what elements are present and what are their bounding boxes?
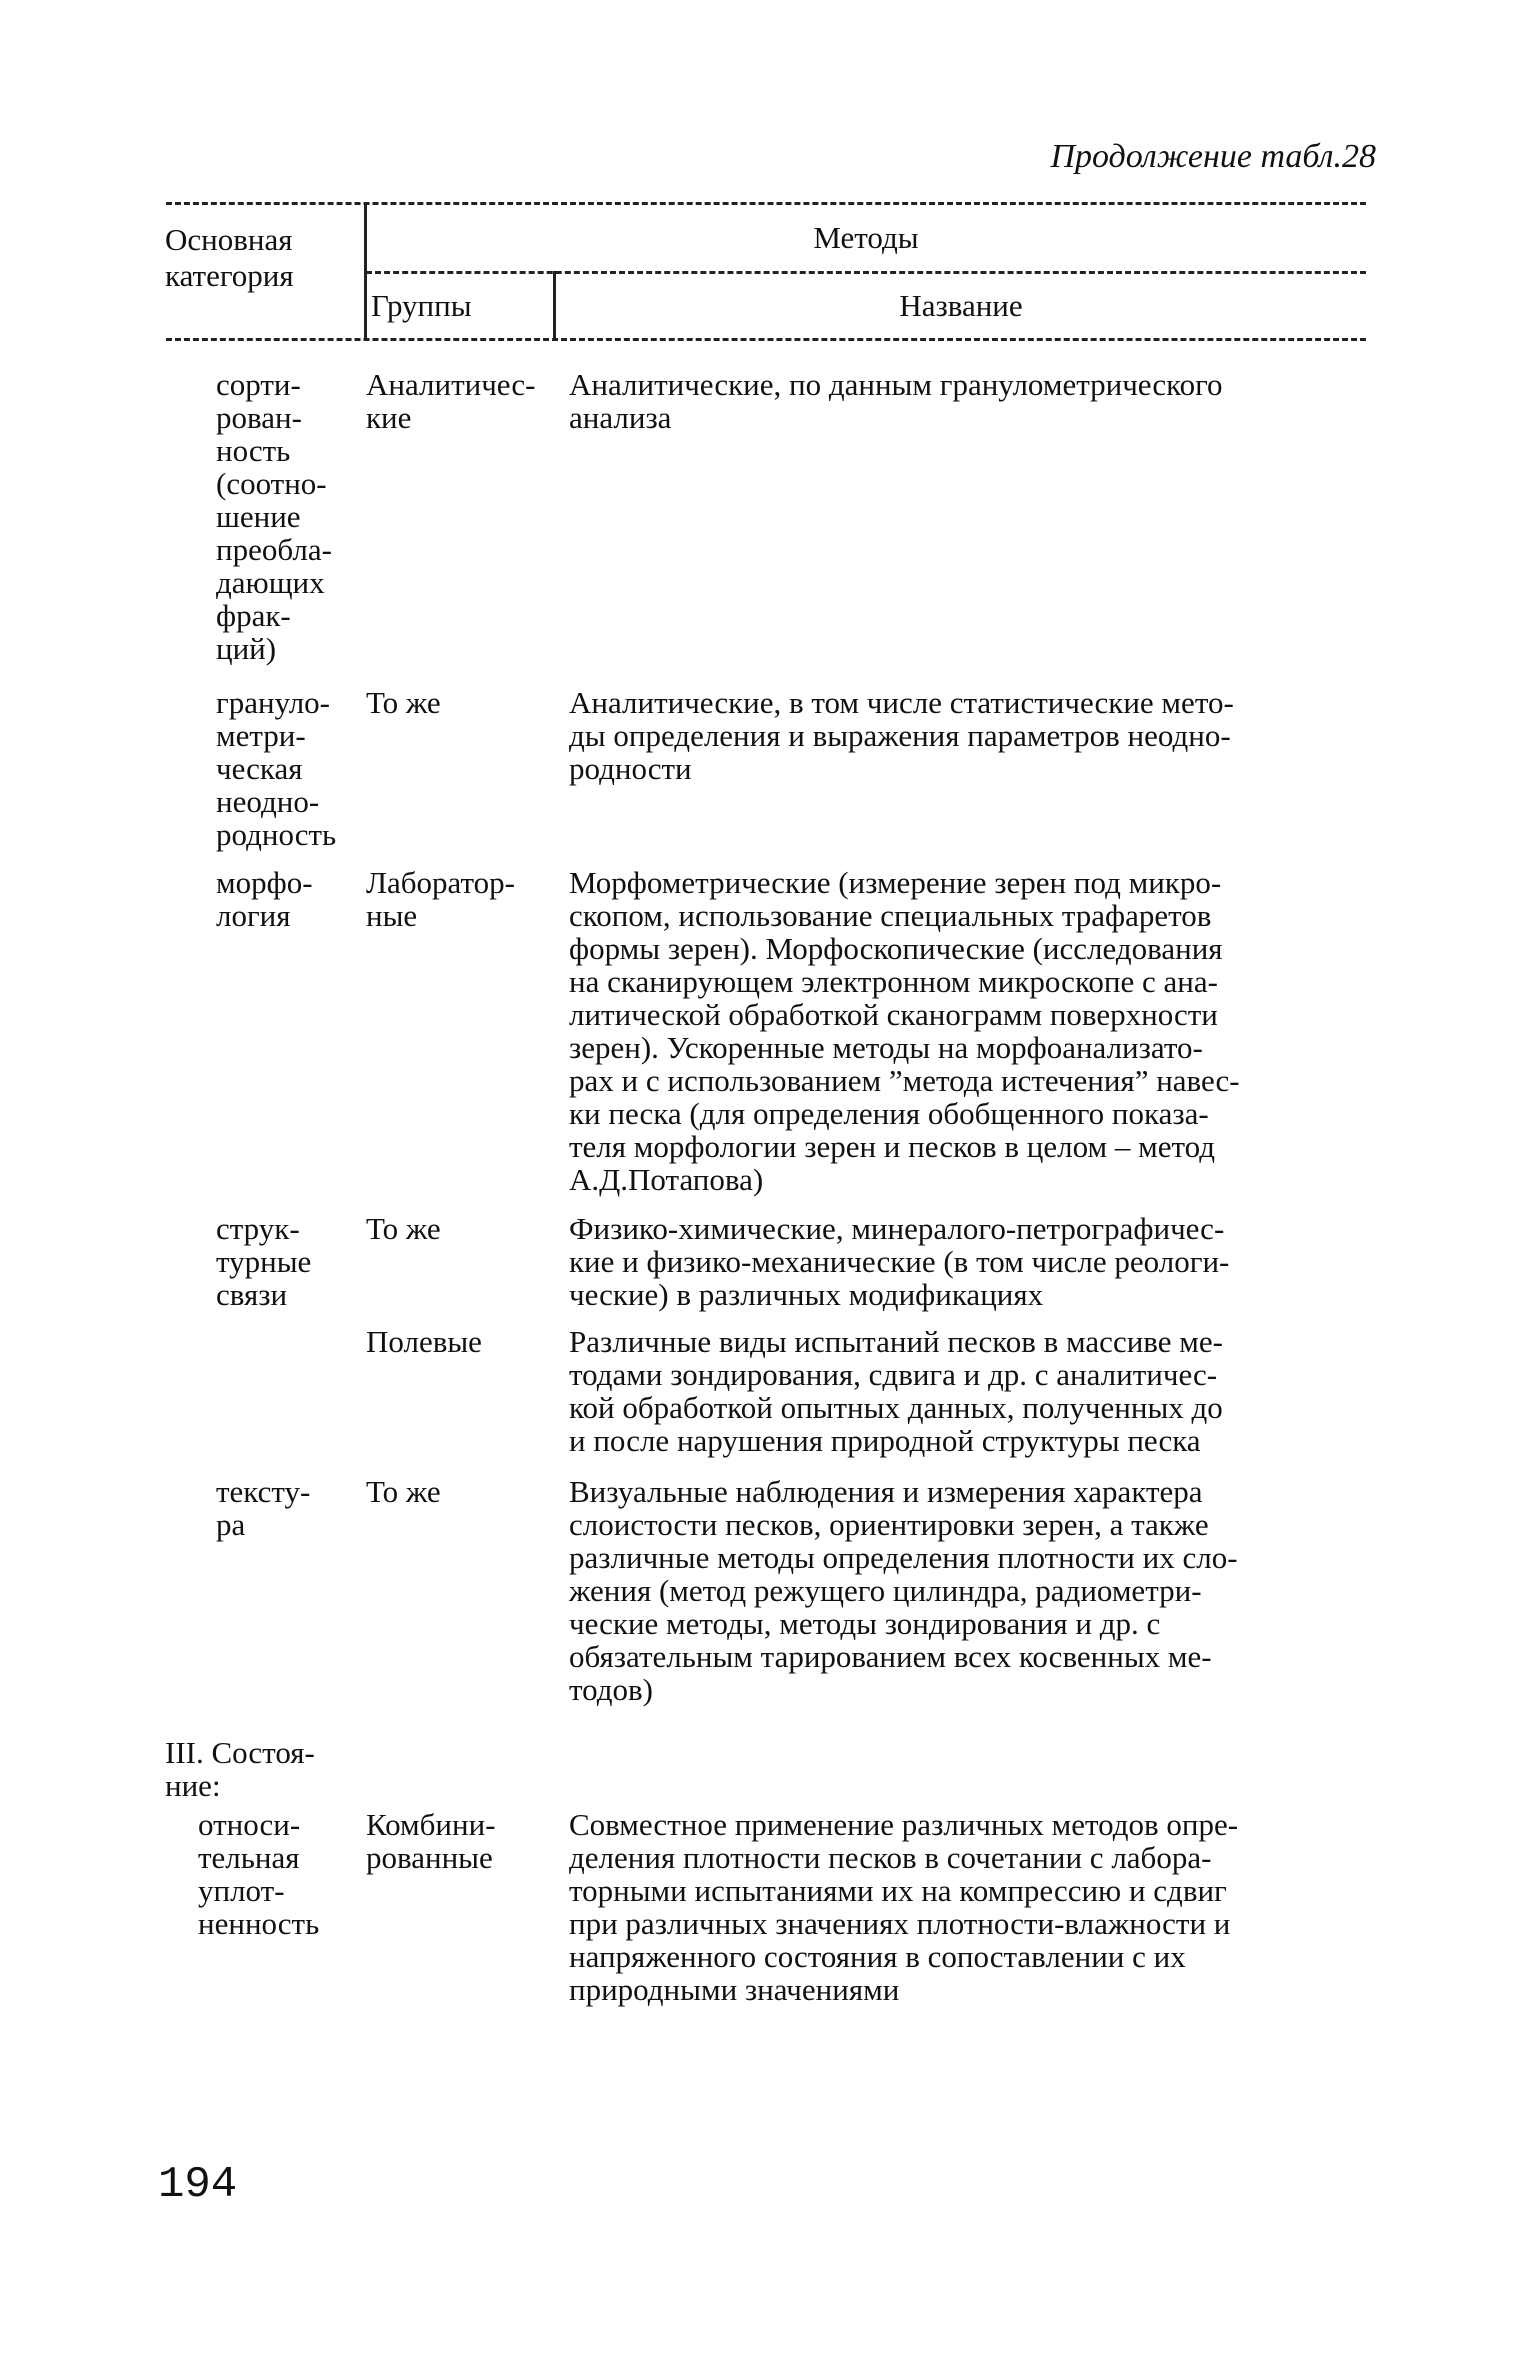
- row-category: тексту- ра: [216, 1474, 311, 1542]
- row-name: Морфометрические (измерение зерен под микро- скопом, использование специальных трафаретов формы зерен). Морфоскопические (исследования на сканирующем электронном микроскопе с ана- литической обработкой сканограмм поверхности зерен). Ускоренные методы на морфоанализато- рах и с использованием ”метода истечения” навес- ки песка (для определения обобщенного показа- теля морфологии зерен и песков в целом – метод А.Д.Потапова): [569, 865, 1240, 1197]
- row-category: струк- турные связи: [216, 1211, 312, 1312]
- row-name: Визуальные наблюдения и измерения характера слоистости песков, ориентировки зерен, а также различные методы определения плотности их сло- жения (метод режущего цилиндра, радиометри- ческие методы, методы зондирования и др. с обязательным тарированием всех косвенных ме- тодов): [569, 1474, 1238, 1707]
- row-category: сорти- рован- ность (соотно- шение преобла- дающих фрак- ций): [216, 367, 332, 666]
- row-group: То же: [366, 685, 441, 720]
- header-methods: Методы: [813, 220, 919, 255]
- table-header-bottom-rule: [166, 338, 1366, 341]
- table-top-rule: [166, 202, 1366, 205]
- row-category: грануло- метри- ческая неодно- родность: [216, 685, 337, 852]
- row-category: морфо- логия: [216, 865, 313, 933]
- page-number: 194: [158, 2160, 238, 2210]
- row-name: Физико-химические, минералого-петрографичес- кие и физико-механические (в том числе реологи- ческие) в различных модификациях: [569, 1211, 1230, 1312]
- row-group: Полевые: [366, 1324, 482, 1359]
- section-heading: III. Состоя- ние:: [165, 1735, 315, 1803]
- header-category: Основная категория: [165, 222, 294, 293]
- row-category: относи- тельная уплот- ненность: [198, 1807, 320, 1941]
- row-name: Аналитические, в том числе статистические мето- ды определения и выражения параметров неодно- родности: [569, 685, 1234, 786]
- row-group: То же: [366, 1474, 441, 1509]
- row-group: Аналитичес- кие: [366, 367, 536, 435]
- row-name: Аналитические, по данным гранулометрического анализа: [569, 367, 1223, 435]
- row-name: Различные виды испытаний песков в массиве ме- тодами зондирования, сдвига и др. с аналитичес- кой обработкой опытных данных, полученных до и после нарушения природной структуры песка: [569, 1324, 1223, 1458]
- table-header-mid-rule: [366, 271, 1366, 274]
- row-group: Лаборатор- ные: [366, 865, 515, 933]
- row-group: Комбини- рованные: [366, 1807, 496, 1875]
- row-group: То же: [366, 1211, 441, 1246]
- row-name: Совместное применение различных методов опре- деления плотности песков в сочетании с лабора- торными испытаниями их на компрессию и сдвиг при различных значениях плотности-влажности и напряженного состояния в сопоставлении с их природными значениями: [569, 1807, 1239, 2007]
- continuation-label: Продолжение табл.28: [1050, 138, 1376, 175]
- header-name: Название: [899, 288, 1023, 323]
- header-groups: Группы: [371, 288, 472, 323]
